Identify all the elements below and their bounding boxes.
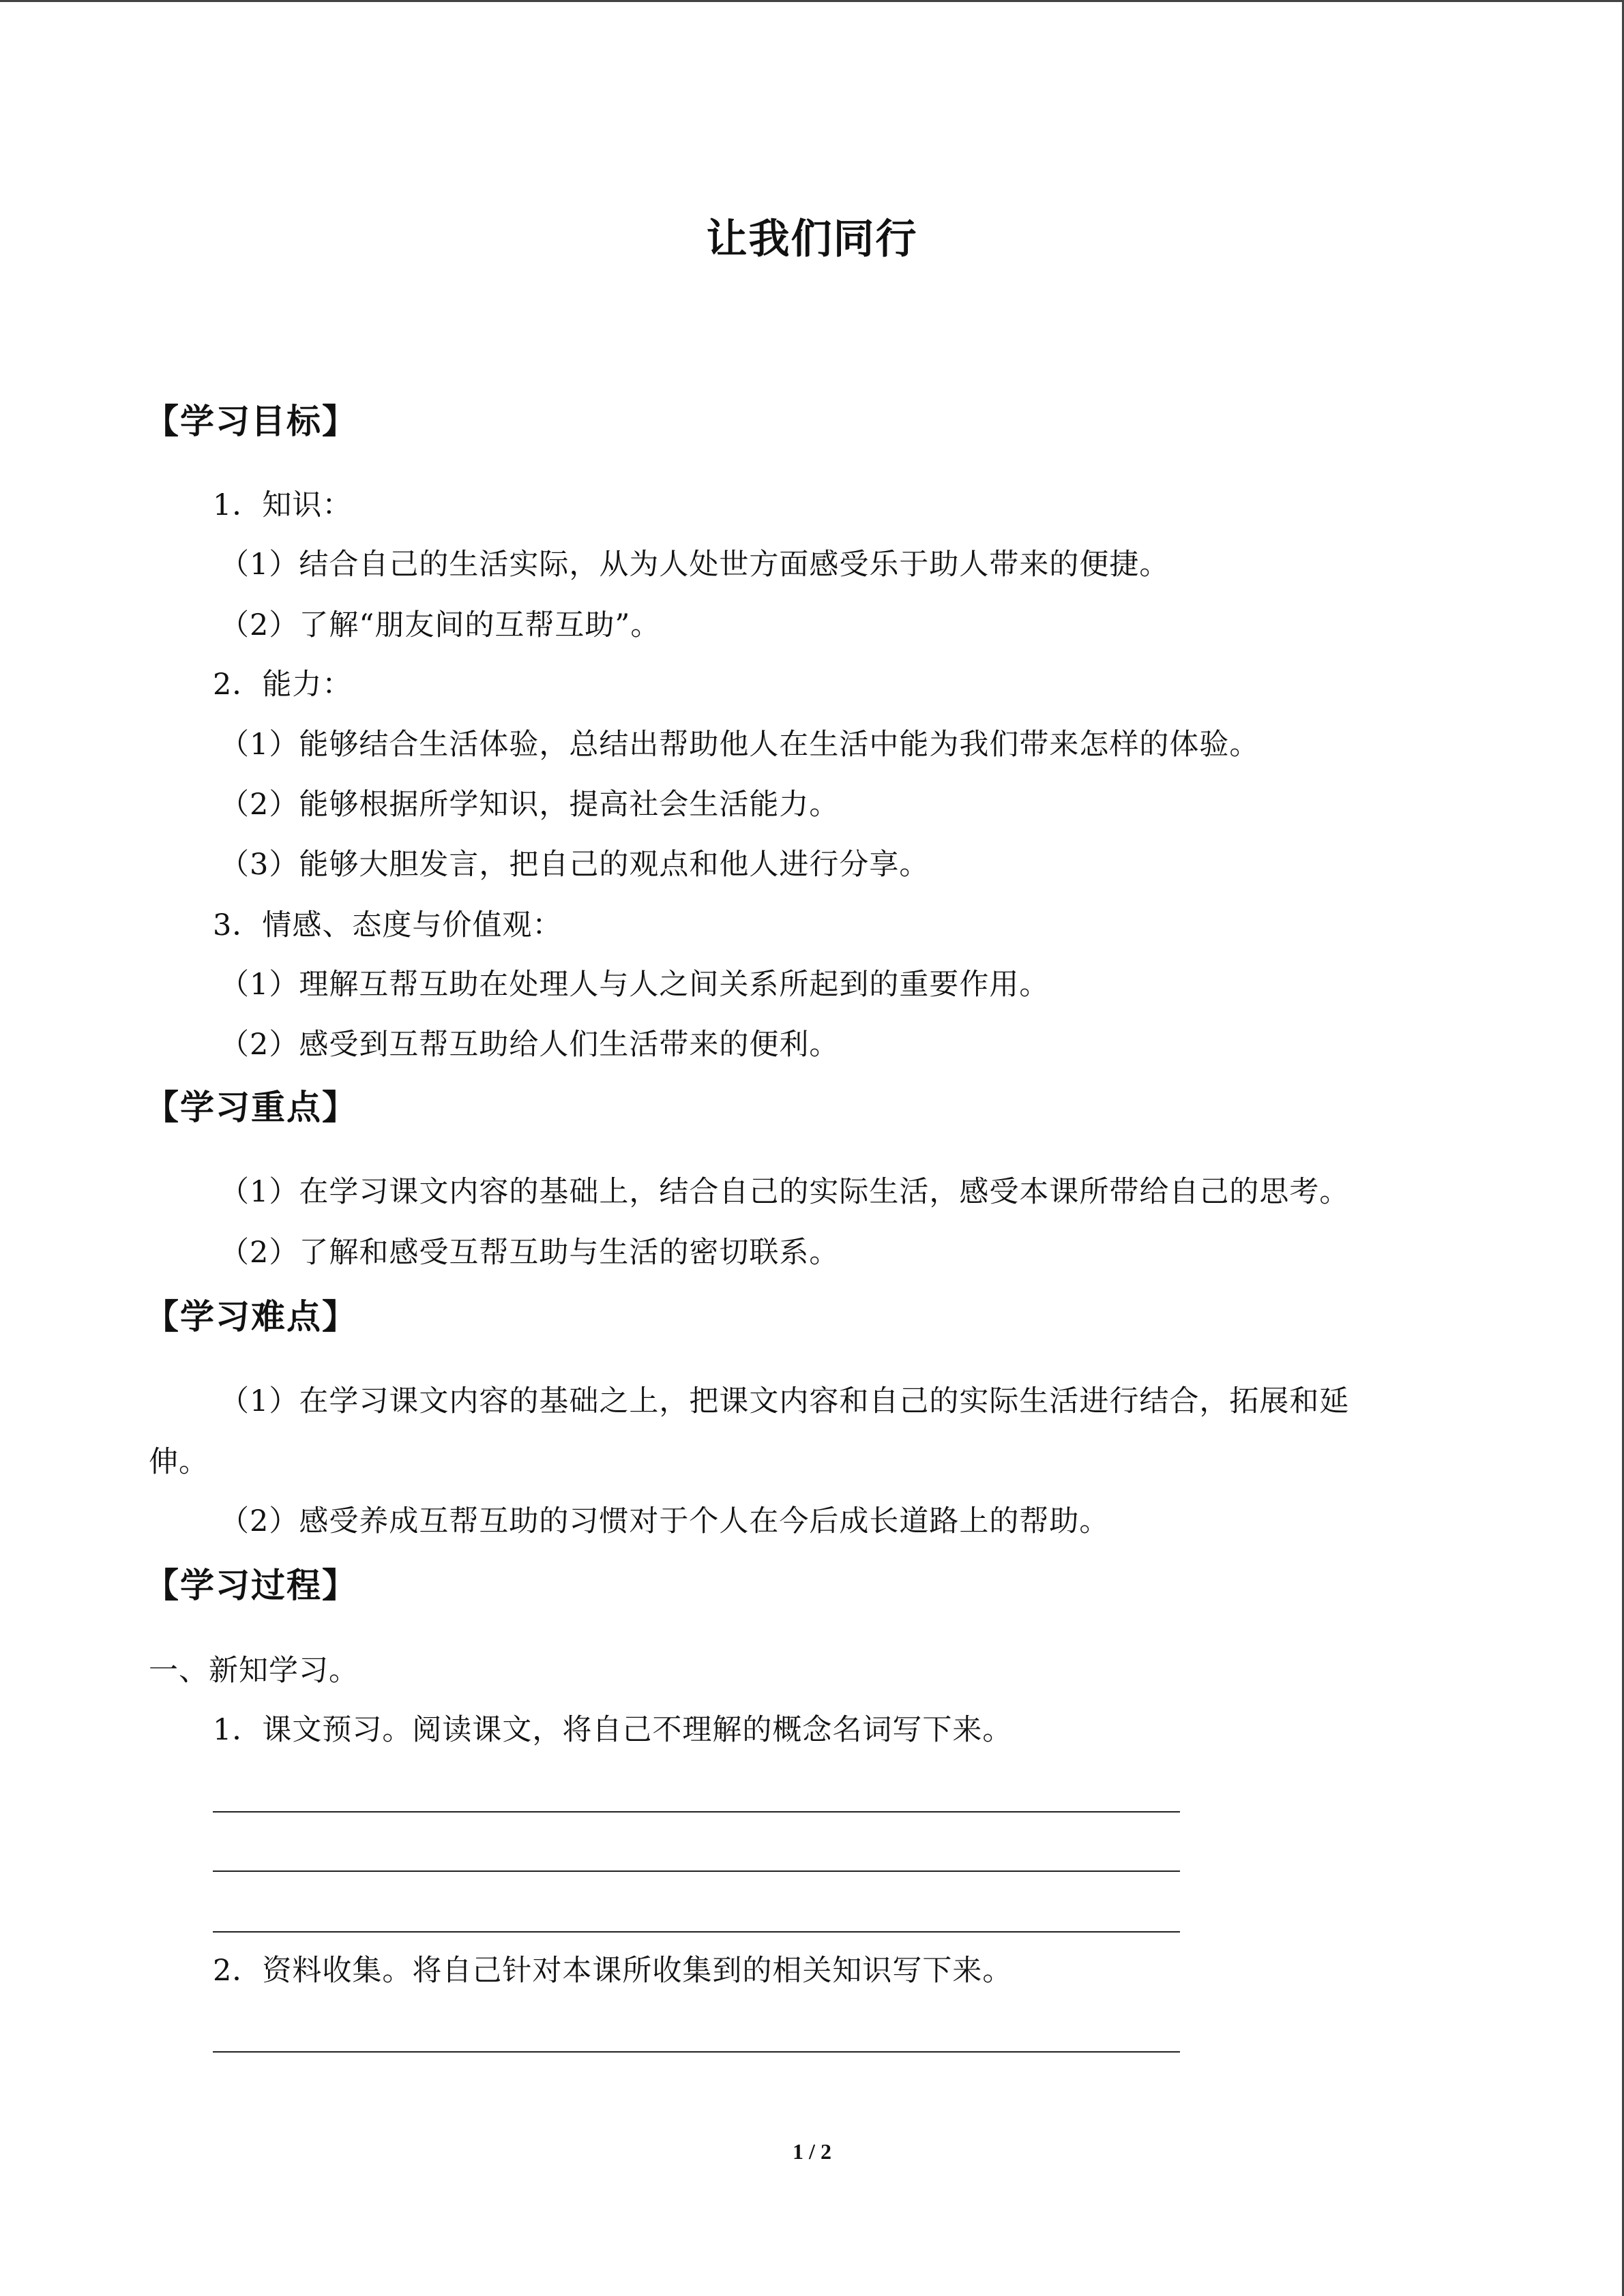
answer-line[interactable] xyxy=(213,2051,1180,2053)
page-title: 让我们同行 xyxy=(706,215,918,263)
objectives-heading: 【学习目标】 xyxy=(145,402,357,441)
objective-ability-item: （3）能够大胆发言，把自己的观点和他人进行分享。 xyxy=(220,848,930,882)
objective-ability-label: 2．能力： xyxy=(213,668,353,702)
objective-emotion-item: （1）理解互帮互助在处理人与人之间关系所起到的重要作用。 xyxy=(220,968,1050,1002)
objective-emotion-label: 3．情感、态度与价值观： xyxy=(213,908,563,942)
difficulty-item: （2）感受养成互帮互助的习惯对于个人在今后成长道路上的帮助。 xyxy=(220,1504,1110,1538)
process-section-title: 一、新知学习。 xyxy=(149,1654,359,1688)
difficulty-item: （1）在学习课文内容的基础之上，把课文内容和自己的实际生活进行结合，拓展和延 xyxy=(220,1384,1350,1418)
answer-line[interactable] xyxy=(213,1811,1180,1813)
objective-knowledge-label: 1．知识： xyxy=(213,488,353,522)
difficulty-item-continued: 伸。 xyxy=(149,1445,209,1479)
objective-emotion-item: （2）感受到互帮互助给人们生活带来的便利。 xyxy=(220,1028,840,1062)
objective-ability-item: （2）能够根据所学知识，提高社会生活能力。 xyxy=(220,788,840,822)
objective-knowledge-item: （2）了解“朋友间的互帮互助”。 xyxy=(220,608,661,642)
difficulty-heading: 【学习难点】 xyxy=(145,1297,357,1337)
focus-heading: 【学习重点】 xyxy=(145,1088,357,1127)
process-task: 2．资料收集。将自己针对本课所收集到的相关知识写下来。 xyxy=(213,1954,1013,1988)
objective-knowledge-item: （1）结合自己的生活实际，从为人处世方面感受乐于助人带来的便捷。 xyxy=(220,548,1170,582)
process-task: 1．课文预习。阅读课文，将自己不理解的概念名词写下来。 xyxy=(213,1713,1013,1747)
answer-line[interactable] xyxy=(213,1870,1180,1872)
objective-ability-item: （1）能够结合生活体验，总结出帮助他人在生活中能为我们带来怎样的体验。 xyxy=(220,728,1260,762)
page-number: 1 / 2 xyxy=(793,2139,831,2164)
process-heading: 【学习过程】 xyxy=(145,1566,357,1605)
focus-item: （1）在学习课文内容的基础上，结合自己的实际生活，感受本课所带给自己的思考。 xyxy=(220,1175,1350,1209)
answer-line[interactable] xyxy=(213,1931,1180,1933)
focus-item: （2）了解和感受互帮互助与生活的密切联系。 xyxy=(220,1236,840,1270)
